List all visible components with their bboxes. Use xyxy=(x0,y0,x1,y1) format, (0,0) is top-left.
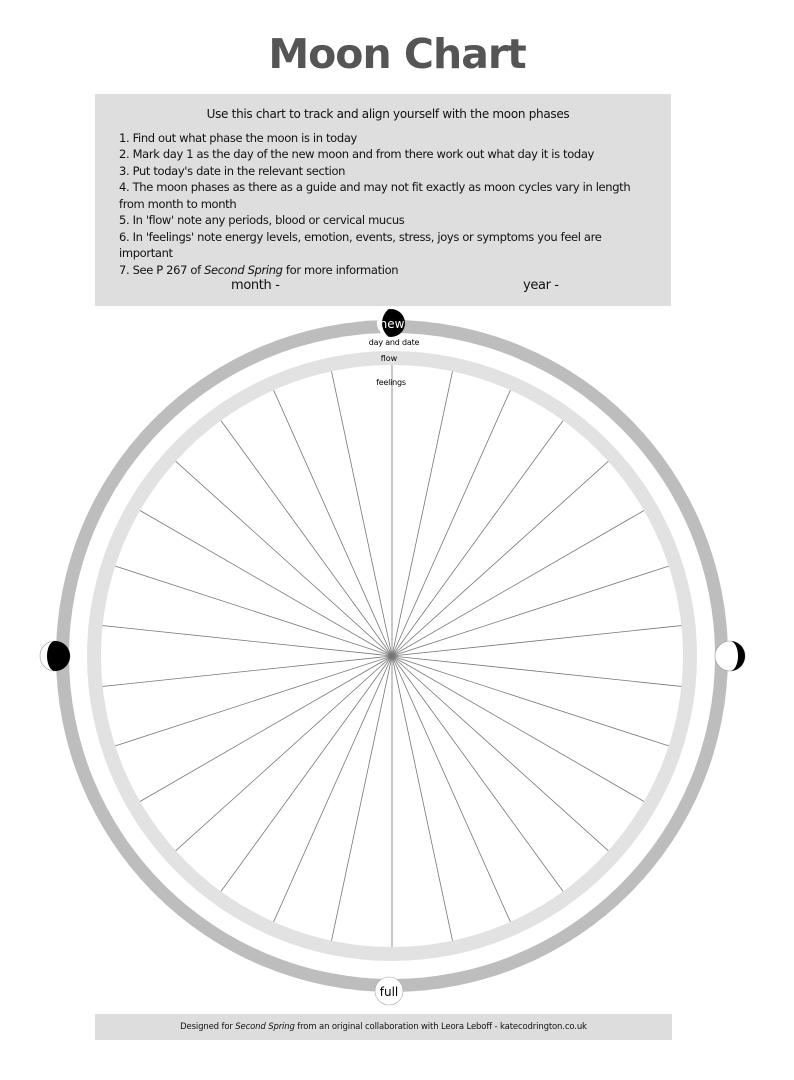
feelings-label: feelings xyxy=(376,378,406,387)
instruction-step-7 xyxy=(119,262,657,279)
new-moon-label: new xyxy=(379,317,405,331)
flow-label: flow xyxy=(380,354,398,363)
book-title: Second Spring xyxy=(204,262,283,277)
step-7-text-before: 7. See P 267 of xyxy=(119,262,205,277)
instructions-intro: Use this chart to track and align yourself with the moon phases xyxy=(206,107,570,121)
moon-wheel xyxy=(0,296,794,1012)
last-quarter-marker xyxy=(715,641,745,671)
instructions-panel xyxy=(95,94,671,306)
year-field-label[interactable]: year - xyxy=(523,278,559,293)
footer-text-before: Designed for xyxy=(180,1022,236,1032)
first-quarter-marker xyxy=(40,641,70,671)
page-title: Moon Chart xyxy=(268,30,526,78)
step-7-text-after: for more information xyxy=(282,262,399,277)
full-moon-label: full xyxy=(379,985,399,999)
instruction-step-5: 5. In 'flow' note any periods, blood or cervical mucus xyxy=(119,213,405,227)
instruction-step-1: 1. Find out what phase the moon is in today xyxy=(119,130,357,145)
footer-book-title: Second Spring xyxy=(235,1022,295,1032)
date-fields xyxy=(119,278,657,296)
day-and-date-label: day and date xyxy=(368,338,420,347)
instruction-step-6: 6. In 'feelings' note energy levels, emotion, events, stress, joys or symptoms you feel are important xyxy=(119,229,602,260)
footer-text-after: from an original collaboration with Leora Leboff - katecodrington.co.uk xyxy=(294,1022,587,1032)
instruction-step-3: 3. Put today's date in the relevant section xyxy=(119,163,346,178)
new-moon-marker xyxy=(377,309,405,337)
month-field-label[interactable]: month - xyxy=(231,278,280,293)
instruction-step-2: 2. Mark day 1 as the day of the new moon and from there work out what day it is today xyxy=(119,147,594,161)
instruction-step-4: 4. The moon phases as there as a guide and may not fit exactly as moon cycles vary in length from month to month xyxy=(119,180,631,211)
footer-credit xyxy=(95,1014,672,1040)
full-moon-marker xyxy=(375,977,403,1005)
